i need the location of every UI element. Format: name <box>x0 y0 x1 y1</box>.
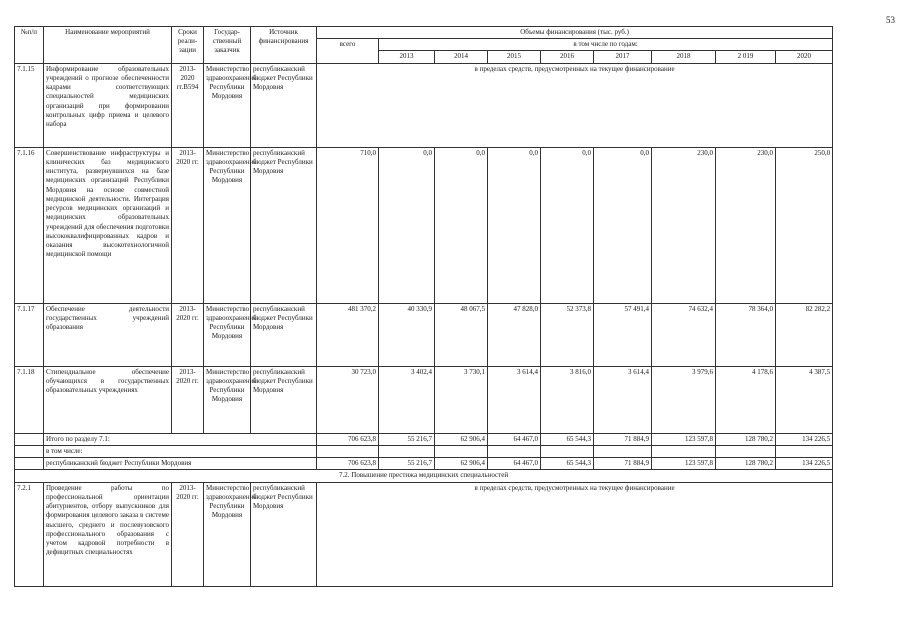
header-by-year: в том числе по годам: <box>379 39 833 51</box>
total-row <box>15 433 833 445</box>
section-title-row <box>15 470 833 482</box>
table-row <box>15 303 833 366</box>
row-value: 48 067,5 <box>435 303 488 366</box>
row-number: 7.1.16 <box>15 147 44 303</box>
total-value: 65 544,3 <box>541 433 594 445</box>
row-value: 3 816,0 <box>541 366 594 433</box>
total-value: 71 884,9 <box>594 433 652 445</box>
row-value: 3 614,4 <box>488 366 541 433</box>
row-number: 7.2.1 <box>15 482 44 586</box>
row-value: 0,0 <box>379 147 435 303</box>
row-value: 74 632,4 <box>652 303 716 366</box>
row-source: республиканский бюджет Республики Мордовия <box>251 63 317 147</box>
row-value: 0,0 <box>488 147 541 303</box>
row-total: 481 370,2 <box>317 303 379 366</box>
row-note: в пределах средств, предусмотренных на текущее финансирование <box>317 63 833 147</box>
row-value: 230,0 <box>652 147 716 303</box>
total-value: 128 780,2 <box>716 433 776 445</box>
budget-value: 64 467,0 <box>488 458 541 470</box>
table-row <box>15 366 833 433</box>
year-cell: 2 019 <box>716 51 776 63</box>
total-value: 123 597,8 <box>652 433 716 445</box>
budget-value: 55 216,7 <box>379 458 435 470</box>
row-customer: Министерство здравоохранения Республики Мордовия <box>204 63 251 147</box>
year-cell: 2016 <box>541 51 594 63</box>
row-number: 7.1.15 <box>15 63 44 147</box>
section-title: 7.2. Повышение престижа медицинских специальностей <box>15 470 833 482</box>
row-name: Стипендиальное обеспечение обучающихся в государственных образовательных учреждениях <box>44 366 172 433</box>
row-value: 40 330,9 <box>379 303 435 366</box>
total-label: Итого по разделу 7.1: <box>44 433 317 445</box>
year-cell: 2018 <box>652 51 716 63</box>
including-label: в том числе: <box>44 445 317 457</box>
row-source: республиканский бюджет Республики Мордовия <box>251 303 317 366</box>
row-customer: Министерство здравоохранения Республики Мордовия <box>204 147 251 303</box>
row-value: 57 491,4 <box>594 303 652 366</box>
year-cell: 2020 <box>776 51 833 63</box>
including-row <box>15 445 833 457</box>
row-note: в пределах средств, предусмотренных на текущее финансирование <box>317 482 833 586</box>
row-value: 0,0 <box>594 147 652 303</box>
total-value: 55 216,7 <box>379 433 435 445</box>
table-row <box>15 63 833 147</box>
row-value: 230,0 <box>716 147 776 303</box>
row-term: 2013-2020 гг. <box>172 366 204 433</box>
row-term: 2013-2020 гг. <box>172 147 204 303</box>
row-term: 2013-2020 гг.В594 <box>172 63 204 147</box>
budget-row <box>15 458 833 470</box>
row-customer: Министерство здравоохранения Республики Мордовия <box>204 482 251 586</box>
row-source: республиканский бюджет Республики Мордовия <box>251 482 317 586</box>
total-value: 62 906,4 <box>435 433 488 445</box>
row-term: 2013-2020 гг. <box>172 303 204 366</box>
row-value: 4 387,5 <box>776 366 833 433</box>
budget-value: 128 780,2 <box>716 458 776 470</box>
row-name: Информирование образовательных учреждений о прогнозе обеспеченности кадрами соответствующих специальностей медицинских организаций при формировании контрольных цифр приема и целевого набора <box>44 63 172 147</box>
row-term: 2013-2020 гг. <box>172 482 204 586</box>
header-term: Сроки реали-зации <box>172 27 204 64</box>
row-source: республиканский бюджет Республики Мордовия <box>251 147 317 303</box>
budget-label: республиканский бюджет Республики Мордовия <box>44 458 317 470</box>
row-value: 3 730,1 <box>435 366 488 433</box>
row-name: Обеспечение деятельности государственных учреждений образования <box>44 303 172 366</box>
page-number: 53 <box>886 15 895 25</box>
year-cell: 2015 <box>488 51 541 63</box>
total-value: 134 226,5 <box>776 433 833 445</box>
row-value: 47 828,0 <box>488 303 541 366</box>
row-source: республиканский бюджет Республики Мордовия <box>251 366 317 433</box>
row-customer: Министерство здравоохранения Республики Мордовия <box>204 303 251 366</box>
budget-value: 62 906,4 <box>435 458 488 470</box>
row-number: 7.1.18 <box>15 366 44 433</box>
header-no: №п/п <box>15 27 44 64</box>
year-cell: 2013 <box>379 51 435 63</box>
row-value: 0,0 <box>541 147 594 303</box>
year-cell: 2017 <box>594 51 652 63</box>
total-sum: 706 623,8 <box>317 433 379 445</box>
table-row <box>15 482 833 586</box>
budget-value: 65 544,3 <box>541 458 594 470</box>
header-customer: Государ-ственный заказчик <box>204 27 251 64</box>
header-total: всего <box>317 39 379 63</box>
table-row <box>15 147 833 303</box>
row-value: 78 364,0 <box>716 303 776 366</box>
row-name: Совершенствование инфраструктуры и клинических баз медицинского института, развернувшихся на базе медицинских организаций Республики Мордовия на основе совместной медицинской деятельности. Интеграция ресурсов медицинских организаций и медицинских образовательных учреждений для обеспечения подготовки высококвалифицированных кадров и оказания высокотехнологичной медицинской помощи <box>44 147 172 303</box>
budget-value: 71 884,9 <box>594 458 652 470</box>
row-value: 3 614,4 <box>594 366 652 433</box>
row-total: 30 723,0 <box>317 366 379 433</box>
year-cell: 2014 <box>435 51 488 63</box>
financing-table <box>14 26 833 587</box>
row-name: Проведение работы по профессиональной ориентации абитуриентов, отбору выпускников для формирования целевого заказа в системе высшего, среднего и послевузовского профессионального образования с учетом кадровой потребности в дефицитных специальностях <box>44 482 172 586</box>
total-value: 64 467,0 <box>488 433 541 445</box>
budget-value: 123 597,8 <box>652 458 716 470</box>
header-volumes: Объемы финансирования (тыс. руб.) <box>317 27 833 39</box>
row-value: 3 402,4 <box>379 366 435 433</box>
header-name: Наименование мероприятий <box>44 27 172 64</box>
row-number: 7.1.17 <box>15 303 44 366</box>
row-value: 82 282,2 <box>776 303 833 366</box>
row-value: 250,0 <box>776 147 833 303</box>
budget-value: 134 226,5 <box>776 458 833 470</box>
row-value: 0,0 <box>435 147 488 303</box>
row-value: 4 178,6 <box>716 366 776 433</box>
row-value: 3 979,6 <box>652 366 716 433</box>
row-total: 710,0 <box>317 147 379 303</box>
header-row-1 <box>15 27 833 39</box>
header-source: Источник финансирования <box>251 27 317 64</box>
row-value: 52 373,8 <box>541 303 594 366</box>
row-customer: Министерство здравоохранения Республики Мордовия <box>204 366 251 433</box>
budget-sum: 706 623,8 <box>317 458 379 470</box>
